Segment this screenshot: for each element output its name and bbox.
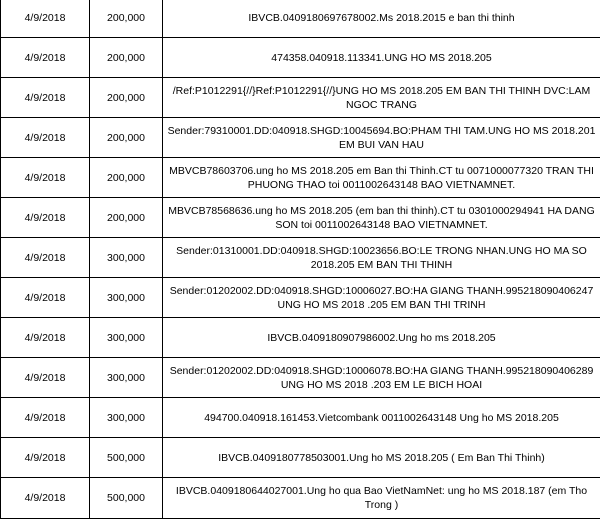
table-row bbox=[1, 478, 600, 519]
date-cell: 4/9/2018 bbox=[1, 158, 90, 198]
description-cell: IBVCB.0409180644027001.Ung ho qua Bao VietNamNet: ung ho MS 2018.187 (em Tho Trong ) bbox=[163, 478, 600, 519]
date-cell: 4/9/2018 bbox=[1, 278, 90, 318]
description-cell: IBVCB.0409180697678002.Ms 2018.2015 e ban thi thinh bbox=[163, 0, 600, 38]
amount-cell: 300,000 bbox=[90, 318, 163, 358]
date-cell: 4/9/2018 bbox=[1, 318, 90, 358]
description-cell: MBVCB78603706.ung ho MS 2018.205 em Ban thi Thinh.CT tu 0071000077320 TRAN THI PHUONG THAO toi 0011002643148 BAO VIETNAMNET. bbox=[163, 158, 600, 198]
amount-cell: 300,000 bbox=[90, 238, 163, 278]
description-cell: MBVCB78568636.ung ho MS 2018.205 (em ban thi thinh).CT tu 0301000294941 HA DANG SON toi 0011002643148 BAO VIETNAMNET. bbox=[163, 198, 600, 238]
table-row bbox=[1, 198, 600, 238]
date-cell: 4/9/2018 bbox=[1, 238, 90, 278]
amount-cell: 200,000 bbox=[90, 118, 163, 158]
description-cell: 474358.040918.113341.UNG HO MS 2018.205 bbox=[163, 38, 600, 78]
description-cell: Sender:01202002.DD:040918.SHGD:10006027.BO:HA GIANG THANH.995218090406247 UNG HO MS 2018 .205 EM BAN THI TRINH bbox=[163, 278, 600, 318]
table-row bbox=[1, 438, 600, 478]
date-cell: 4/9/2018 bbox=[1, 398, 90, 438]
amount-cell: 200,000 bbox=[90, 38, 163, 78]
amount-cell: 500,000 bbox=[90, 478, 163, 519]
date-cell: 4/9/2018 bbox=[1, 198, 90, 238]
description-cell: Sender:01202002.DD:040918.SHGD:10006078.BO:HA GIANG THANH.995218090406289 UNG HO MS 2018 .203 EM LE BICH HOAI bbox=[163, 358, 600, 398]
table-row bbox=[1, 318, 600, 358]
table-row bbox=[1, 78, 600, 118]
date-cell: 4/9/2018 bbox=[1, 78, 90, 118]
description-cell: Sender:01310001.DD:040918.SHGD:10023656.BO:LE TRONG NHAN.UNG HO MA SO 2018.205 EM BAN THI THINH bbox=[163, 238, 600, 278]
date-cell: 4/9/2018 bbox=[1, 438, 90, 478]
description-cell: IBVCB.0409180778503001.Ung ho MS 2018.205 ( Em Ban Thi Thinh) bbox=[163, 438, 600, 478]
date-cell: 4/9/2018 bbox=[1, 358, 90, 398]
table-row bbox=[1, 158, 600, 198]
date-cell: 4/9/2018 bbox=[1, 0, 90, 38]
table-row bbox=[1, 238, 600, 278]
amount-cell: 300,000 bbox=[90, 278, 163, 318]
table-row bbox=[1, 38, 600, 78]
amount-cell: 300,000 bbox=[90, 398, 163, 438]
table-row bbox=[1, 118, 600, 158]
amount-cell: 500,000 bbox=[90, 438, 163, 478]
date-cell: 4/9/2018 bbox=[1, 38, 90, 78]
amount-cell: 200,000 bbox=[90, 198, 163, 238]
description-cell: 494700.040918.161453.Vietcombank 0011002643148 Ung ho MS 2018.205 bbox=[163, 398, 600, 438]
table-row bbox=[1, 278, 600, 318]
table-row bbox=[1, 358, 600, 398]
date-cell: 4/9/2018 bbox=[1, 118, 90, 158]
table-row bbox=[1, 398, 600, 438]
amount-cell: 200,000 bbox=[90, 78, 163, 118]
description-cell: /Ref:P1012291{//}Ref:P1012291{//}UNG HO MS 2018.205 EM BAN THI THINH DVC:LAM NGOC TRANG bbox=[163, 78, 600, 118]
description-cell: IBVCB.0409180907986002.Ung ho ms 2018.205 bbox=[163, 318, 600, 358]
amount-cell: 200,000 bbox=[90, 0, 163, 38]
amount-cell: 200,000 bbox=[90, 158, 163, 198]
amount-cell: 300,000 bbox=[90, 358, 163, 398]
description-cell: Sender:79310001.DD:040918.SHGD:10045694.BO:PHAM THI TAM.UNG HO MS 2018.201 EM BUI VAN HAU bbox=[163, 118, 600, 158]
table-row bbox=[1, 0, 600, 38]
date-cell: 4/9/2018 bbox=[1, 478, 90, 519]
